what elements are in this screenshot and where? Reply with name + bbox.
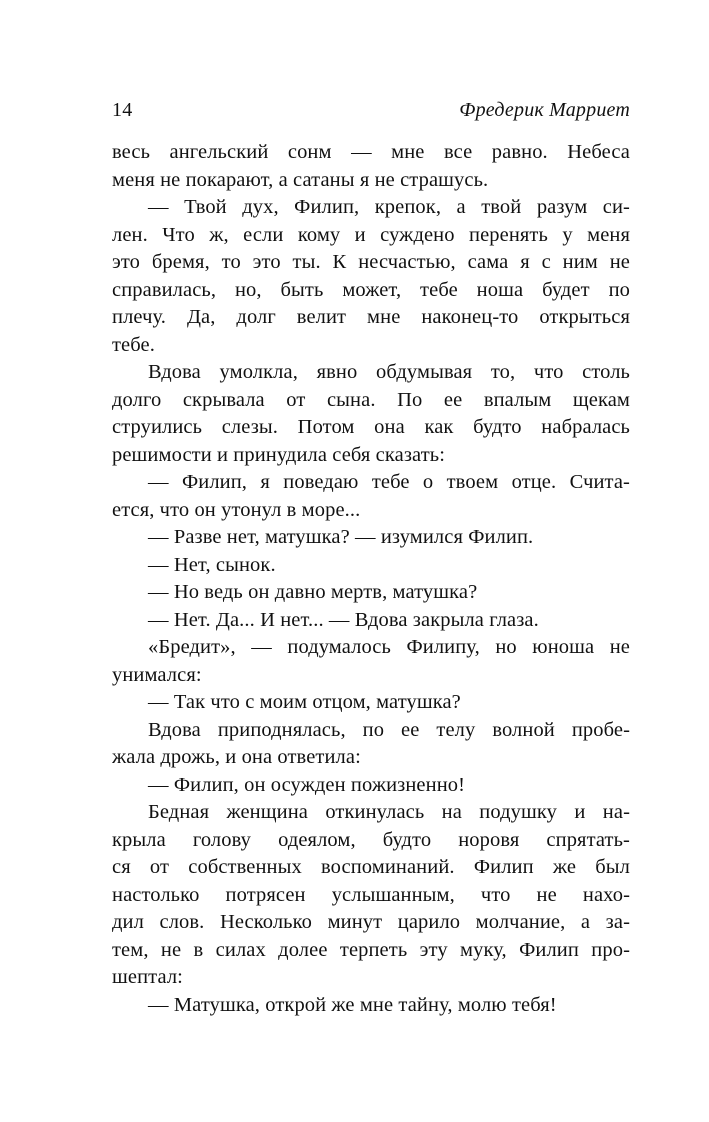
paragraph: [112, 689, 630, 717]
text-body: [112, 139, 630, 1019]
text-line: жала дрожь, и она ответила:: [112, 746, 361, 768]
text-line: «Бредит», — подумалось Филипу, но юноша не: [148, 636, 630, 658]
text-line: — Нет. Да... И нет... — Вдова закрыла глаза.: [148, 608, 539, 631]
text-line: решимости и принудила себя сказать:: [112, 443, 446, 466]
text-line: крыла голову одеялом, будто норовя спрятать-: [112, 828, 630, 851]
text-line: — Нет, сынок.: [148, 553, 276, 576]
text-line: шептал:: [112, 966, 183, 988]
paragraph: [112, 469, 630, 524]
text-line: — Так что с моим отцом, матушка?: [148, 691, 461, 713]
text-line: тебе.: [112, 333, 155, 356]
text-line: справилась, но, быть может, тебе ноша будет по: [112, 278, 630, 301]
paragraph: [112, 359, 630, 469]
page-number: 14: [112, 99, 133, 121]
paragraph: [112, 552, 630, 580]
text-line: дил слов. Несколько минут царило молчание, а за-: [112, 911, 630, 933]
text-line: это бремя, то это ты. К несчастью, сама я с ним не: [112, 251, 630, 273]
text-line: — Но ведь он давно мертв, матушка?: [148, 581, 478, 603]
text-line: лен. Что ж, если кому и суждено перенять у меня: [112, 223, 630, 246]
paragraph: [112, 799, 630, 992]
paragraph: [112, 139, 630, 194]
text-line: Бедная женщина откинулась на подушку и на-: [148, 801, 630, 823]
text-line: тем, не в силах долее терпеть эту муку, Филип про-: [112, 938, 630, 961]
text-line: плечу. Да, долг велит мне наконец-то открыться: [112, 306, 630, 328]
text-line: весь ангельский сонм — мне все равно. Небеса: [112, 141, 630, 163]
paragraph: [112, 717, 630, 772]
text-line: унимался:: [112, 663, 202, 686]
paragraph: [112, 579, 630, 607]
text-line: струились слезы. Потом она как будто набралась: [112, 416, 630, 438]
page-header: [112, 98, 630, 122]
text-line: — Матушка, открой же мне тайну, молю тебя!: [148, 993, 557, 1016]
text-line: ется, что он утонул в море...: [112, 498, 361, 521]
paragraph: [112, 524, 630, 552]
text-line: — Твой дух, Филип, крепок, а твой разум си-: [148, 196, 630, 218]
text-line: — Филип, он осужден пожизненно!: [148, 773, 466, 796]
text-line: — Разве нет, матушка? — изумился Филип.: [148, 526, 534, 548]
text-line: настолько потрясен услышанным, что не нахо-: [112, 883, 630, 906]
paragraph: [112, 992, 630, 1020]
paragraph: [112, 772, 630, 800]
paragraph: [112, 634, 630, 689]
text-line: Вдова приподнялась, по ее телу волной пробе-: [148, 718, 630, 741]
text-line: Вдова умолкла, явно обдумывая то, что столь: [148, 361, 630, 383]
text-line: меня не покарают, а сатаны я не страшусь.: [112, 168, 489, 191]
running-head: Фредерик Марриет: [459, 99, 630, 121]
paragraph: [112, 607, 630, 635]
text-line: ся от собственных воспоминаний. Филип же был: [112, 856, 630, 878]
text-line: — Филип, я поведаю тебе о твоем отце. Счита-: [148, 471, 630, 493]
paragraph: [112, 194, 630, 359]
text-line: долго скрывала от сына. По ее впалым щекам: [112, 388, 630, 411]
